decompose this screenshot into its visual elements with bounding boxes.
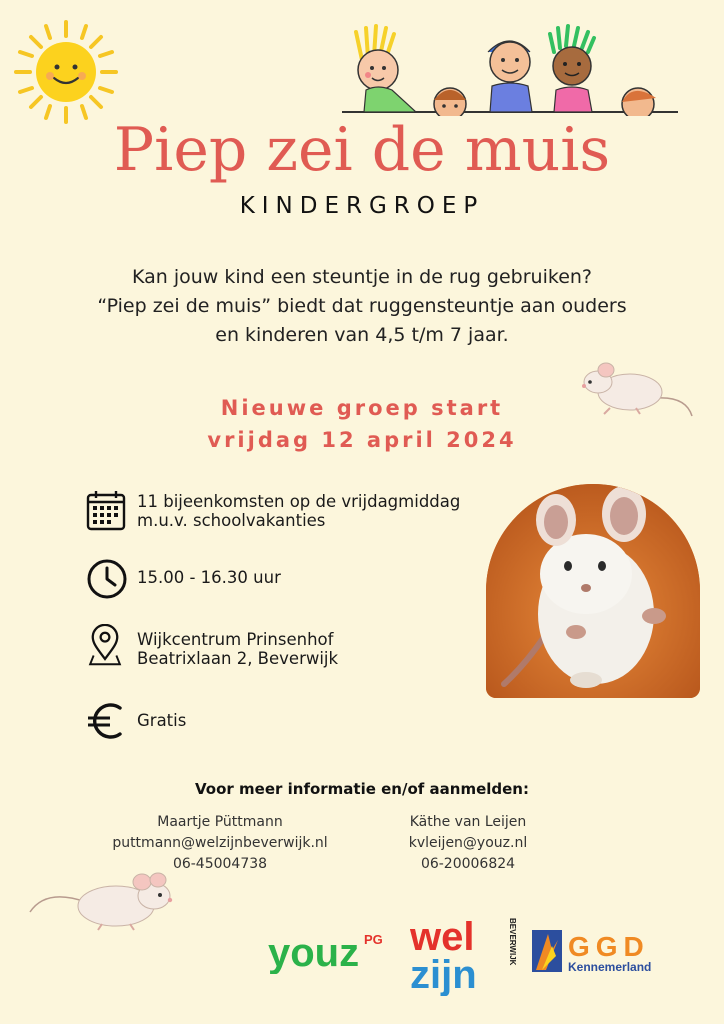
ggd-logo-text: GGD: [568, 931, 650, 962]
sun-illustration: [12, 18, 120, 126]
contact-heading: Voor meer informatie en/of aanmelden:: [195, 780, 529, 798]
kids-illustration: [342, 22, 678, 116]
contact-email[interactable]: kvleijen@youz.nl: [408, 835, 528, 851]
contact-card: [90, 812, 350, 875]
mouse-puppet-photo: [486, 484, 700, 698]
detail-line: Wijkcentrum Prinsenhof: [137, 630, 334, 649]
youz-logo-text: youz: [268, 931, 360, 974]
group-start-announcement: [0, 392, 724, 456]
intro-line: en kinderen van 4,5 t/m 7 jaar.: [215, 324, 509, 346]
intro-line: “Piep zei de muis” biedt dat ruggensteuntje aan ouders: [97, 295, 627, 317]
detail-price: Gratis: [137, 711, 187, 730]
welzijn-logo-bottom: zijn: [410, 953, 477, 996]
contact-email[interactable]: puttmann@welzijnbeverwijk.nl: [112, 835, 328, 851]
detail-location: [137, 630, 338, 668]
group-start-date: vrijdag 12 april 2024: [207, 428, 517, 452]
intro-line: Kan jouw kind een steuntje in de rug gebruiken?: [131, 266, 593, 288]
euro-icon: [86, 700, 128, 742]
detail-time: 15.00 - 16.30 uur: [137, 568, 281, 587]
calendar-icon: [86, 490, 128, 532]
mouse-illustration: [26, 868, 180, 934]
intro-text: [60, 263, 664, 350]
contact-name: Käthe van Leijen: [409, 814, 527, 830]
detail-sessions: [137, 492, 460, 530]
page-title: Piep zei de muis: [113, 115, 611, 185]
welzijn-logo-side: BEVERWIJK: [508, 918, 517, 966]
contact-phone[interactable]: 06-20006824: [420, 856, 516, 872]
detail-line: Beatrixlaan 2, Beverwijk: [137, 649, 339, 668]
contact-phone[interactable]: 06-45004738: [172, 856, 268, 872]
youz-logo: [268, 928, 392, 974]
contact-name: Maartje Püttmann: [157, 814, 283, 830]
ggd-logo-sub: Kennemerland: [568, 960, 652, 974]
clock-icon: [86, 558, 128, 600]
youz-logo-mark: PG: [364, 932, 383, 947]
welzijn-logo: [410, 914, 518, 996]
detail-line: m.u.v. schoolvakanties: [137, 511, 326, 530]
detail-line: 11 bijeenkomsten op de vrijdagmiddag: [137, 492, 461, 511]
page-subtitle: KINDERGROEP: [239, 193, 485, 219]
welzijn-logo-top: wel: [410, 915, 475, 959]
ggd-logo: [532, 926, 672, 976]
contact-card: [338, 812, 598, 875]
location-pin-icon: [84, 624, 126, 666]
group-start-line: Nieuwe groep start: [220, 396, 504, 420]
